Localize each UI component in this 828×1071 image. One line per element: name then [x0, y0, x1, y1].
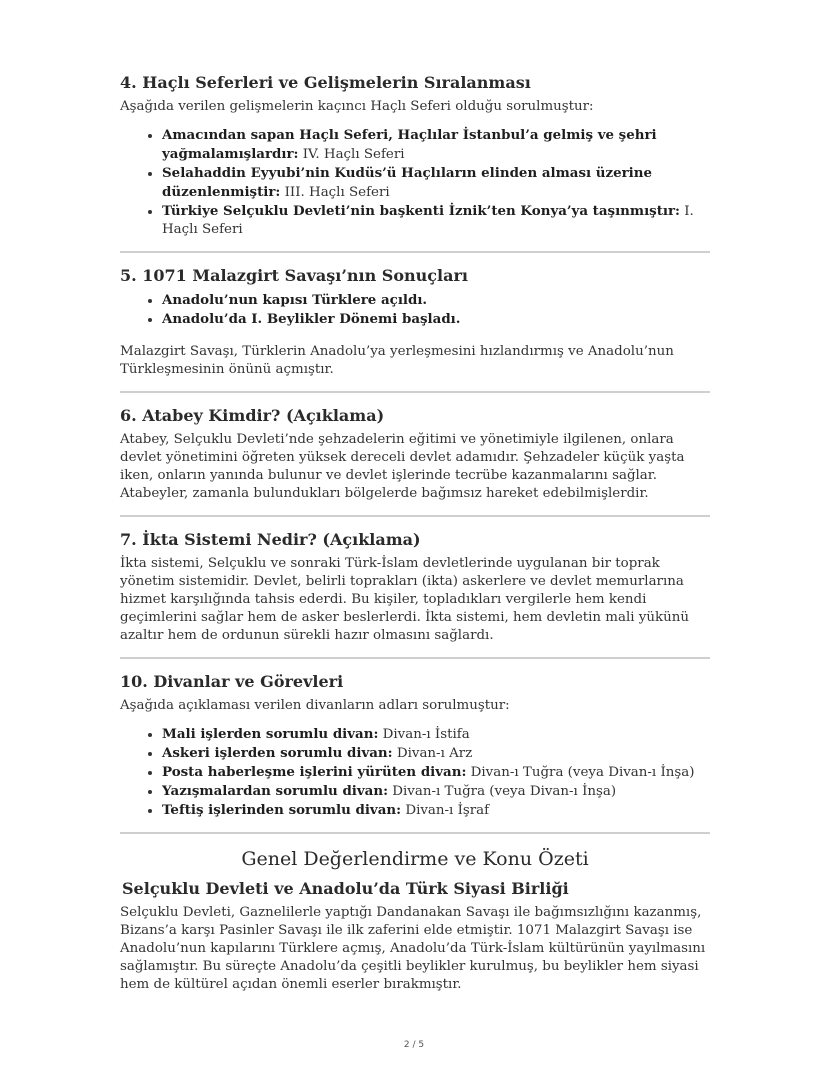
summary-paragraph: Selçuklu Devleti, Gaznelilerle yaptığı Dandanakan Savaşı ile bağımsızlığını kazanmış, Bizans’a karşı Pasinler Savaşı ile ilk zaferini elde etmiştir. 1071 Malazgirt Savaşı ise Anadolu’nun kapılarını Türklere açmış, Anadolu’da Türk-İslam kültürünün yayılmasını sağlamıştır. Bu süreçte Anadolu’da çeşitli beylikler kurulmuş, bu beylikler hem siyasi hem de kültürel açıdan önemli eserler bırakmıştır.	[120, 905, 706, 992]
item-label: Askeri işlerden sorumlu divan:	[162, 745, 393, 761]
item-label: Anadolu’da I. Beylikler Dönemi başladı.	[162, 311, 461, 327]
item-value: Divan-ı Arz	[392, 746, 473, 761]
item-value: Divan-ı İşraf	[401, 803, 490, 818]
summary-title: Genel Değerlendirme ve Konu Özeti	[241, 848, 589, 870]
item-label: Teftiş işlerinden sorumlu divan:	[162, 802, 402, 818]
section-4-intro: Aşağıda verilen gelişmelerin kaçıncı Haçlı Seferi olduğu sorulmuştur:	[120, 99, 594, 114]
item-label: Selahaddin Eyyubi’nin Kudüs’ü Haçlıların elinden alması üzerine düzenlenmiştir:	[162, 165, 653, 200]
item-label: Mali işlerden sorumlu divan:	[162, 726, 379, 742]
item-value: IV. Haçlı Seferi	[298, 147, 405, 162]
list-item	[162, 725, 710, 744]
divider	[120, 832, 710, 834]
section-6-title: 6. Atabey Kimdir? (Açıklama)	[120, 406, 385, 425]
list-item	[162, 782, 710, 801]
item-value: III. Haçlı Seferi	[280, 185, 390, 200]
section-6-paragraph: Atabey, Selçuklu Devleti’nde şehzadelerin eğitimi ve yönetimiyle ilgilenen, onlara devlet yönetimini öğreten yüksek dereceli devlet adamıdır. Şehzadeler küçük yaşta iken, onların yanında bulunur ve devlet işlerinde tecrübe kazanmalarını sağlar. Atabeyler, zamanla bulundukları bölgelerde bağımsız hareket edebilmişlerdir.	[120, 432, 685, 501]
spacer	[120, 329, 710, 343]
list-item	[162, 801, 710, 820]
divider	[120, 657, 710, 659]
item-value: I. Haçlı Seferi	[162, 204, 694, 237]
list-item	[162, 126, 710, 164]
item-value: Divan-ı Tuğra (veya Divan-ı İnşa)	[388, 784, 617, 799]
document-page	[120, 72, 710, 994]
item-value: Divan-ı İstifa	[378, 727, 470, 742]
item-value: Divan-ı Tuğra (veya Divan-ı İnşa)	[466, 765, 695, 780]
item-label: Anadolu’nun kapısı Türklere açıldı.	[162, 292, 428, 308]
section-7-paragraph: İkta sistemi, Selçuklu ve sonraki Türk-İslam devletlerinde uygulanan bir toprak yönetim sistemidir. Devlet, belirli toprakları (ikta) askerlere ve devlet memurlarına hizmet karşılığında tahsis ederdi. Bu kişiler, topladıkları vergilerle hem kendi geçimlerini sağlar hem de asker beslerlerdi. İkta sistemi, hem devletin mali yükünü azaltır hem de ordunun sürekli hazır olmasını sağlardı.	[120, 556, 689, 643]
divider	[120, 391, 710, 393]
section-10-list	[120, 725, 710, 820]
list-item	[162, 744, 710, 763]
item-label: Yazışmalardan sorumlu divan:	[162, 783, 389, 799]
section-5-list	[120, 291, 710, 329]
divider	[120, 515, 710, 517]
section-5-paragraph: Malazgirt Savaşı, Türklerin Anadolu’ya yerleşmesini hızlandırmış ve Anadolu’nun Türkleşmesinin önünü açmıştır.	[120, 344, 674, 377]
list-item	[162, 310, 710, 329]
list-item	[162, 202, 710, 239]
list-item	[162, 164, 710, 202]
list-item	[162, 763, 710, 782]
summary-subtitle: Selçuklu Devleti ve Anadolu’da Türk Siyasi Birliği	[122, 879, 569, 898]
item-label: Türkiye Selçuklu Devleti’nin başkenti İznik’ten Konya’ya taşınmıştır:	[162, 203, 680, 219]
item-label: Amacından sapan Haçlı Seferi, Haçlılar İstanbul’a gelmiş ve şehri yağmalamışlardır:	[162, 127, 657, 162]
section-7-title: 7. İkta Sistemi Nedir? (Açıklama)	[120, 530, 421, 549]
page-number: 2 / 5	[403, 1040, 425, 1050]
section-4-list	[120, 126, 710, 239]
section-10-title: 10. Divanlar ve Görevleri	[120, 672, 344, 691]
divider	[120, 251, 710, 253]
section-5-title: 5. 1071 Malazgirt Savaşı’nın Sonuçları	[120, 266, 468, 285]
section-4-title: 4. Haçlı Seferleri ve Gelişmelerin Sıralanması	[120, 73, 531, 92]
item-label: Posta haberleşme işlerini yürüten divan:	[162, 764, 467, 780]
list-item	[162, 291, 710, 310]
section-10-intro: Aşağıda açıklaması verilen divanların adları sorulmuştur:	[120, 698, 510, 713]
